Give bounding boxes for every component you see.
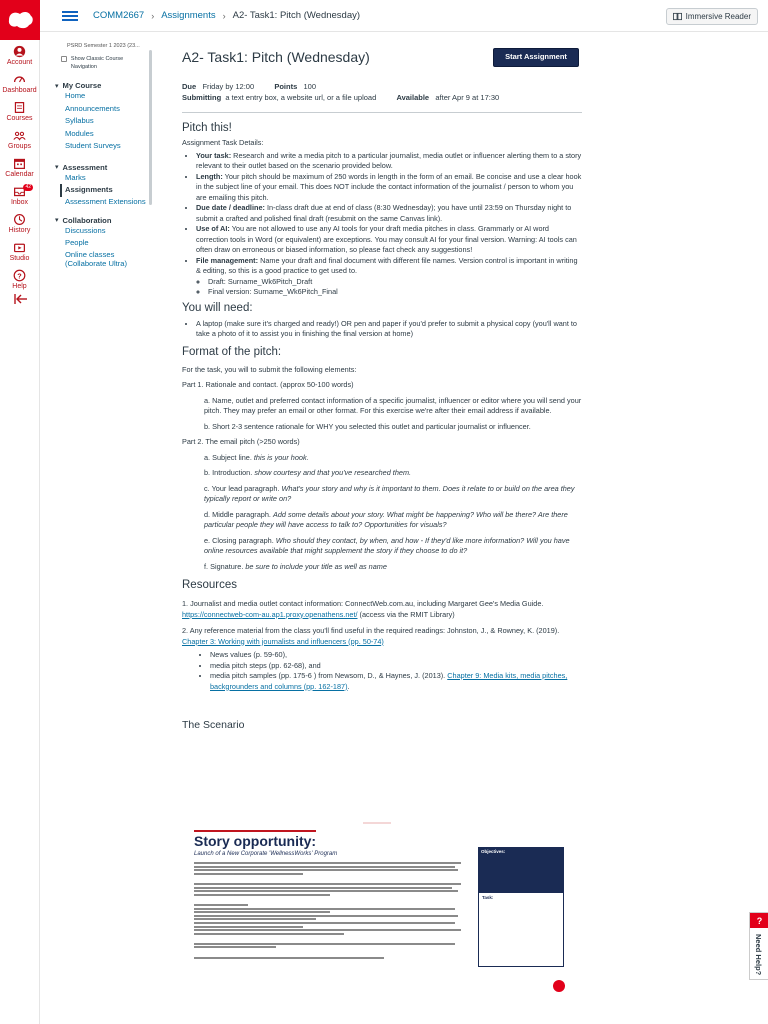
part-2-a [204,453,582,464]
inbox-badge: 42 [25,184,31,190]
bullet-text: Name your draft and final document with different file names. Version control is important in writing & editing, so this is a good practice to get used to. [196,255,578,275]
groups-icon [13,129,26,142]
nav-calendar[interactable] [0,157,39,184]
assignment-content [182,40,582,733]
need-help-tab[interactable] [749,912,768,980]
item-label: b. Introduction. [204,468,255,477]
show-classic-nav-label: Show Classic Course Navigation [70,56,124,70]
collapse-nav-icon[interactable] [13,293,29,305]
list-item [196,256,582,298]
bullet-label: Length: [196,171,223,181]
task-box [478,892,564,967]
history-icon [13,213,26,226]
chevron-down-icon: ▾ [55,217,59,224]
section-collaboration[interactable] [55,216,149,225]
course-nav [53,40,149,330]
item-text: show courtesy and that you've researched them. [254,468,412,477]
nav-groups-label: Groups [8,143,31,150]
reading-list [210,650,582,692]
assignment-meta [182,82,582,104]
svg-text:?: ? [17,271,22,281]
story-title: Story opportunity: [194,830,316,849]
immersive-reader-icon [673,12,682,21]
nav-history-label: History [8,227,31,234]
part-2-c [204,484,582,505]
course-link-people[interactable]: People [65,238,89,247]
available-value: after Apr 9 at 17:30 [435,93,500,102]
hamburger-menu-icon[interactable] [62,11,78,21]
list-item: • News values (p. 59-60), [210,650,582,661]
calendar-icon [13,157,26,170]
bullet-text: Research and write a media pitch to a particular journalist, media outlet or influencer alerting them to a story relevant to their outlet based on the scenario provided below. [196,150,582,170]
resource-text: (access via the RMIT Library) [357,609,455,619]
details-label: Assignment Task Details: [182,138,264,147]
list-item: • A laptop (make sure it's charged and ready!) OR pen and paper if you'd prefer to submit a physical copy (you'll want to take a photo of it to assist you in finishing the final version at home) [196,319,582,340]
chevron-down-icon: ▾ [55,164,59,171]
part-2-b [204,468,582,479]
reading-text: . [347,681,350,691]
section-assessment[interactable] [55,163,149,172]
course-link-home[interactable]: Home [65,91,86,100]
assessment-links [65,172,149,206]
nav-account-label: Account [6,59,33,66]
task-details-list [196,151,582,298]
chapter-9-link[interactable]: Chapter 9: Media kits, media pitches, backgrounders and columns (pp. 162-187) [210,671,568,691]
nav-dashboard[interactable] [0,73,39,100]
nav-inbox-label: Inbox [10,199,29,206]
logo-icon [5,9,35,31]
item-label: f. Signature. [204,561,246,571]
list-item [196,151,582,172]
page-title: A2- Task1: Pitch (Wednesday) [182,49,370,65]
list-item [196,172,582,204]
resource-2 [182,626,582,647]
term-label: PSRD Semester 1 2023 (23... [67,43,140,49]
courses-icon [13,101,26,114]
item-label: d. Middle paragraph. [204,509,273,519]
nav-help-label: Help [12,283,27,290]
section-heading: Collaboration [62,215,112,225]
heading-you-will-need: You will need: [182,301,253,314]
checkbox-icon[interactable] [61,56,67,62]
available-label: Available [396,93,430,102]
studio-icon [13,241,26,254]
item-text: Add some details about your story. What might be happening? Who will be there? Are there particular people they will have access to talk to? Opportunities for visuals? [204,509,568,529]
heading-pitch-this: Pitch this! [182,122,232,134]
divider [182,112,582,113]
bullet-text: In-class draft due at end of class (8:30 Wednesday); you have until 23:59 on Thursday night to submit a crafted and polished final draft (resubmit on the same Canvas link). [196,203,572,223]
item-text: be sure to include your title as well as name [245,561,387,571]
heading-resources: Resources [182,579,237,591]
breadcrumb-current: A2- Task1: Pitch (Wednesday) [232,10,361,21]
part-2-e [204,536,582,557]
part-2-f [204,562,582,573]
nav-history[interactable] [0,213,39,240]
heading-format: Format of the pitch: [182,345,282,358]
red-mark [363,822,391,824]
nav-groups[interactable] [0,129,39,156]
course-link-discussions[interactable]: Discussions [65,225,106,235]
course-link-syllabus[interactable]: Syllabus [65,116,94,125]
list-item [196,203,582,224]
breadcrumb-separator: › [151,10,155,21]
nav-courses-label: Courses [6,115,33,122]
reading-text: media pitch samples (pp. 175-6 ) from Newsom, D., & Haynes, J. (2013). [210,671,448,680]
section-my-course[interactable] [55,81,149,90]
bullet-label: Use of AI: [196,224,230,233]
nav-calendar-label: Calendar [5,171,34,178]
nav-studio-label: Studio [9,255,30,262]
item-label: a. Subject line. [204,452,254,462]
connectweb-link[interactable]: https://connectweb-com-au.ap1.proxy.openathens.net/ [182,609,358,619]
course-link-online-classes[interactable]: Online classes (Collaborate Ultra) [65,249,128,268]
list-item: • media pitch steps (pp. 62-68), and [210,661,582,672]
bullet-text: You are not allowed to use any AI tools for your draft media pitches in class. Grammarly or AI word correction tools in Word (or equivalent) are exceptions. You may consult AI for your final version. Warning: AI tools can often draw on erroneous or biased information, so please fact check any suggestions! [196,224,577,254]
course-link-student-surveys[interactable]: Student Surveys [65,141,121,150]
list-item [210,671,582,692]
part-2: Part 2. The email pitch (>250 words) [182,437,300,446]
bullet-label: File management: [196,255,259,265]
need-list [196,319,582,340]
breadcrumb-assignments[interactable]: Assignments [161,10,216,21]
points-value: 100 [303,82,317,91]
nav-account[interactable] [0,45,39,72]
scenario-image [191,822,577,992]
course-nav-scrollbar[interactable] [149,50,152,205]
breadcrumb-course[interactable]: COMM2667 [93,10,145,21]
immersive-reader-button[interactable] [666,8,758,25]
objectives-label: Objectives: [481,849,506,854]
due-value: Friday by 12:00 [202,82,255,91]
submitting-label: Submitting [182,93,222,102]
need-help-label: Need Help? [754,934,763,976]
due-label: Due [182,82,197,91]
collaboration-links [65,225,149,268]
help-icon [13,269,26,282]
chevron-down-icon: ▾ [55,82,59,90]
help-question-icon: ? [750,913,768,928]
item-label: e. Closing paragraph. [204,535,276,545]
rmit-logo[interactable] [0,0,40,40]
part-1-b: b. Short 2-3 sentence rationale for WHY you selected this outlet and particular journalist or influencer. [204,421,531,431]
global-nav [0,0,40,1024]
item-text: What's your story and why is it important to them. Does it relate to or build on the area they typically report or write on? [204,483,575,503]
account-icon [13,45,26,58]
dashboard-icon [13,73,26,86]
nav-dashboard-label: Dashboard [2,87,37,94]
immersive-reader-label: Immersive Reader [685,12,751,21]
course-link-marks[interactable]: Marks [65,172,86,182]
nav-inbox[interactable] [0,185,39,212]
course-link-modules[interactable]: Modules [65,128,94,138]
course-link-announcements[interactable]: Announcements [65,103,120,113]
nav-courses[interactable] [0,101,39,128]
item-label: c. Your lead paragraph. [204,483,282,493]
part-2-d [204,510,582,531]
section-heading: Assessment [62,162,108,172]
my-course-links [65,90,149,153]
list-item [196,224,582,256]
list-item: ◦ Draft: Surname_Wk6Pitch_Draft [208,277,582,288]
heading-scenario: The Scenario [182,719,245,731]
nav-studio[interactable] [0,241,39,268]
bullet-text: Your pitch should be maximum of 250 words in length in the form of an email. Be concise and use a clear hook in the subject line of your email. This does NOT include the contact information of the journalist / person to whom you are emailing this pitch. [196,171,582,202]
resource-text: 2. Any reference material from the class you'll find useful in the required readings: Johnston, J., & Rowney, K. (2019). [182,626,560,635]
top-bar [40,0,768,32]
breadcrumb [93,10,360,21]
file-names-list [208,277,582,298]
item-text: this is your hook. [253,452,309,462]
course-link-assignments[interactable]: Assignments [60,184,149,197]
section-heading: My Course [62,81,102,90]
task-label: Task: [482,895,494,900]
story-body-text [194,862,466,960]
objectives-box [478,847,564,892]
points-label: Points [274,82,298,91]
nav-help[interactable] [0,269,39,296]
resource-1 [182,599,582,620]
part-1: Part 1. Rationale and contact. (approx 50-100 words) [182,380,354,389]
start-assignment-button[interactable]: Start Assignment [493,48,579,67]
bullet-label: Due date / deadline: [196,203,265,212]
item-text: Who should they contact, by when, and how - If they'd like more information? Will you have online resources available that might supplement the story if they choose to do it? [204,535,570,555]
red-dot [553,980,565,992]
part-1-a: a. Name, outlet and preferred contact information of a specific journalist, influencer or editor where you will send your pitch. They may prefer an email or other format. For this exercise we're after their email address if available. [204,395,582,415]
submitting-value: a text entry box, a website url, or a file upload [225,93,377,102]
course-link-assessment-extensions[interactable]: Assessment Extensions [65,196,146,206]
story-subtitle: Launch of a New Corporate 'WellnessWorks' Program [194,851,338,857]
breadcrumb-separator: › [222,10,226,21]
show-classic-nav-toggle[interactable] [61,55,149,71]
format-intro: For the task, you will to submit the following elements: [182,364,357,374]
resource-text: 1. Journalist and media outlet contact information: ConnectWeb.com.au, including Margaret Gee's Media Guide. [182,599,544,608]
bullet-label: Your task: [196,150,232,160]
list-item: ◦ Final version: Surname_Wk6Pitch_Final [208,287,582,298]
chapter-3-link[interactable]: Chapter 3: Working with journalists and influencers (pp. 50-74) [182,636,384,646]
